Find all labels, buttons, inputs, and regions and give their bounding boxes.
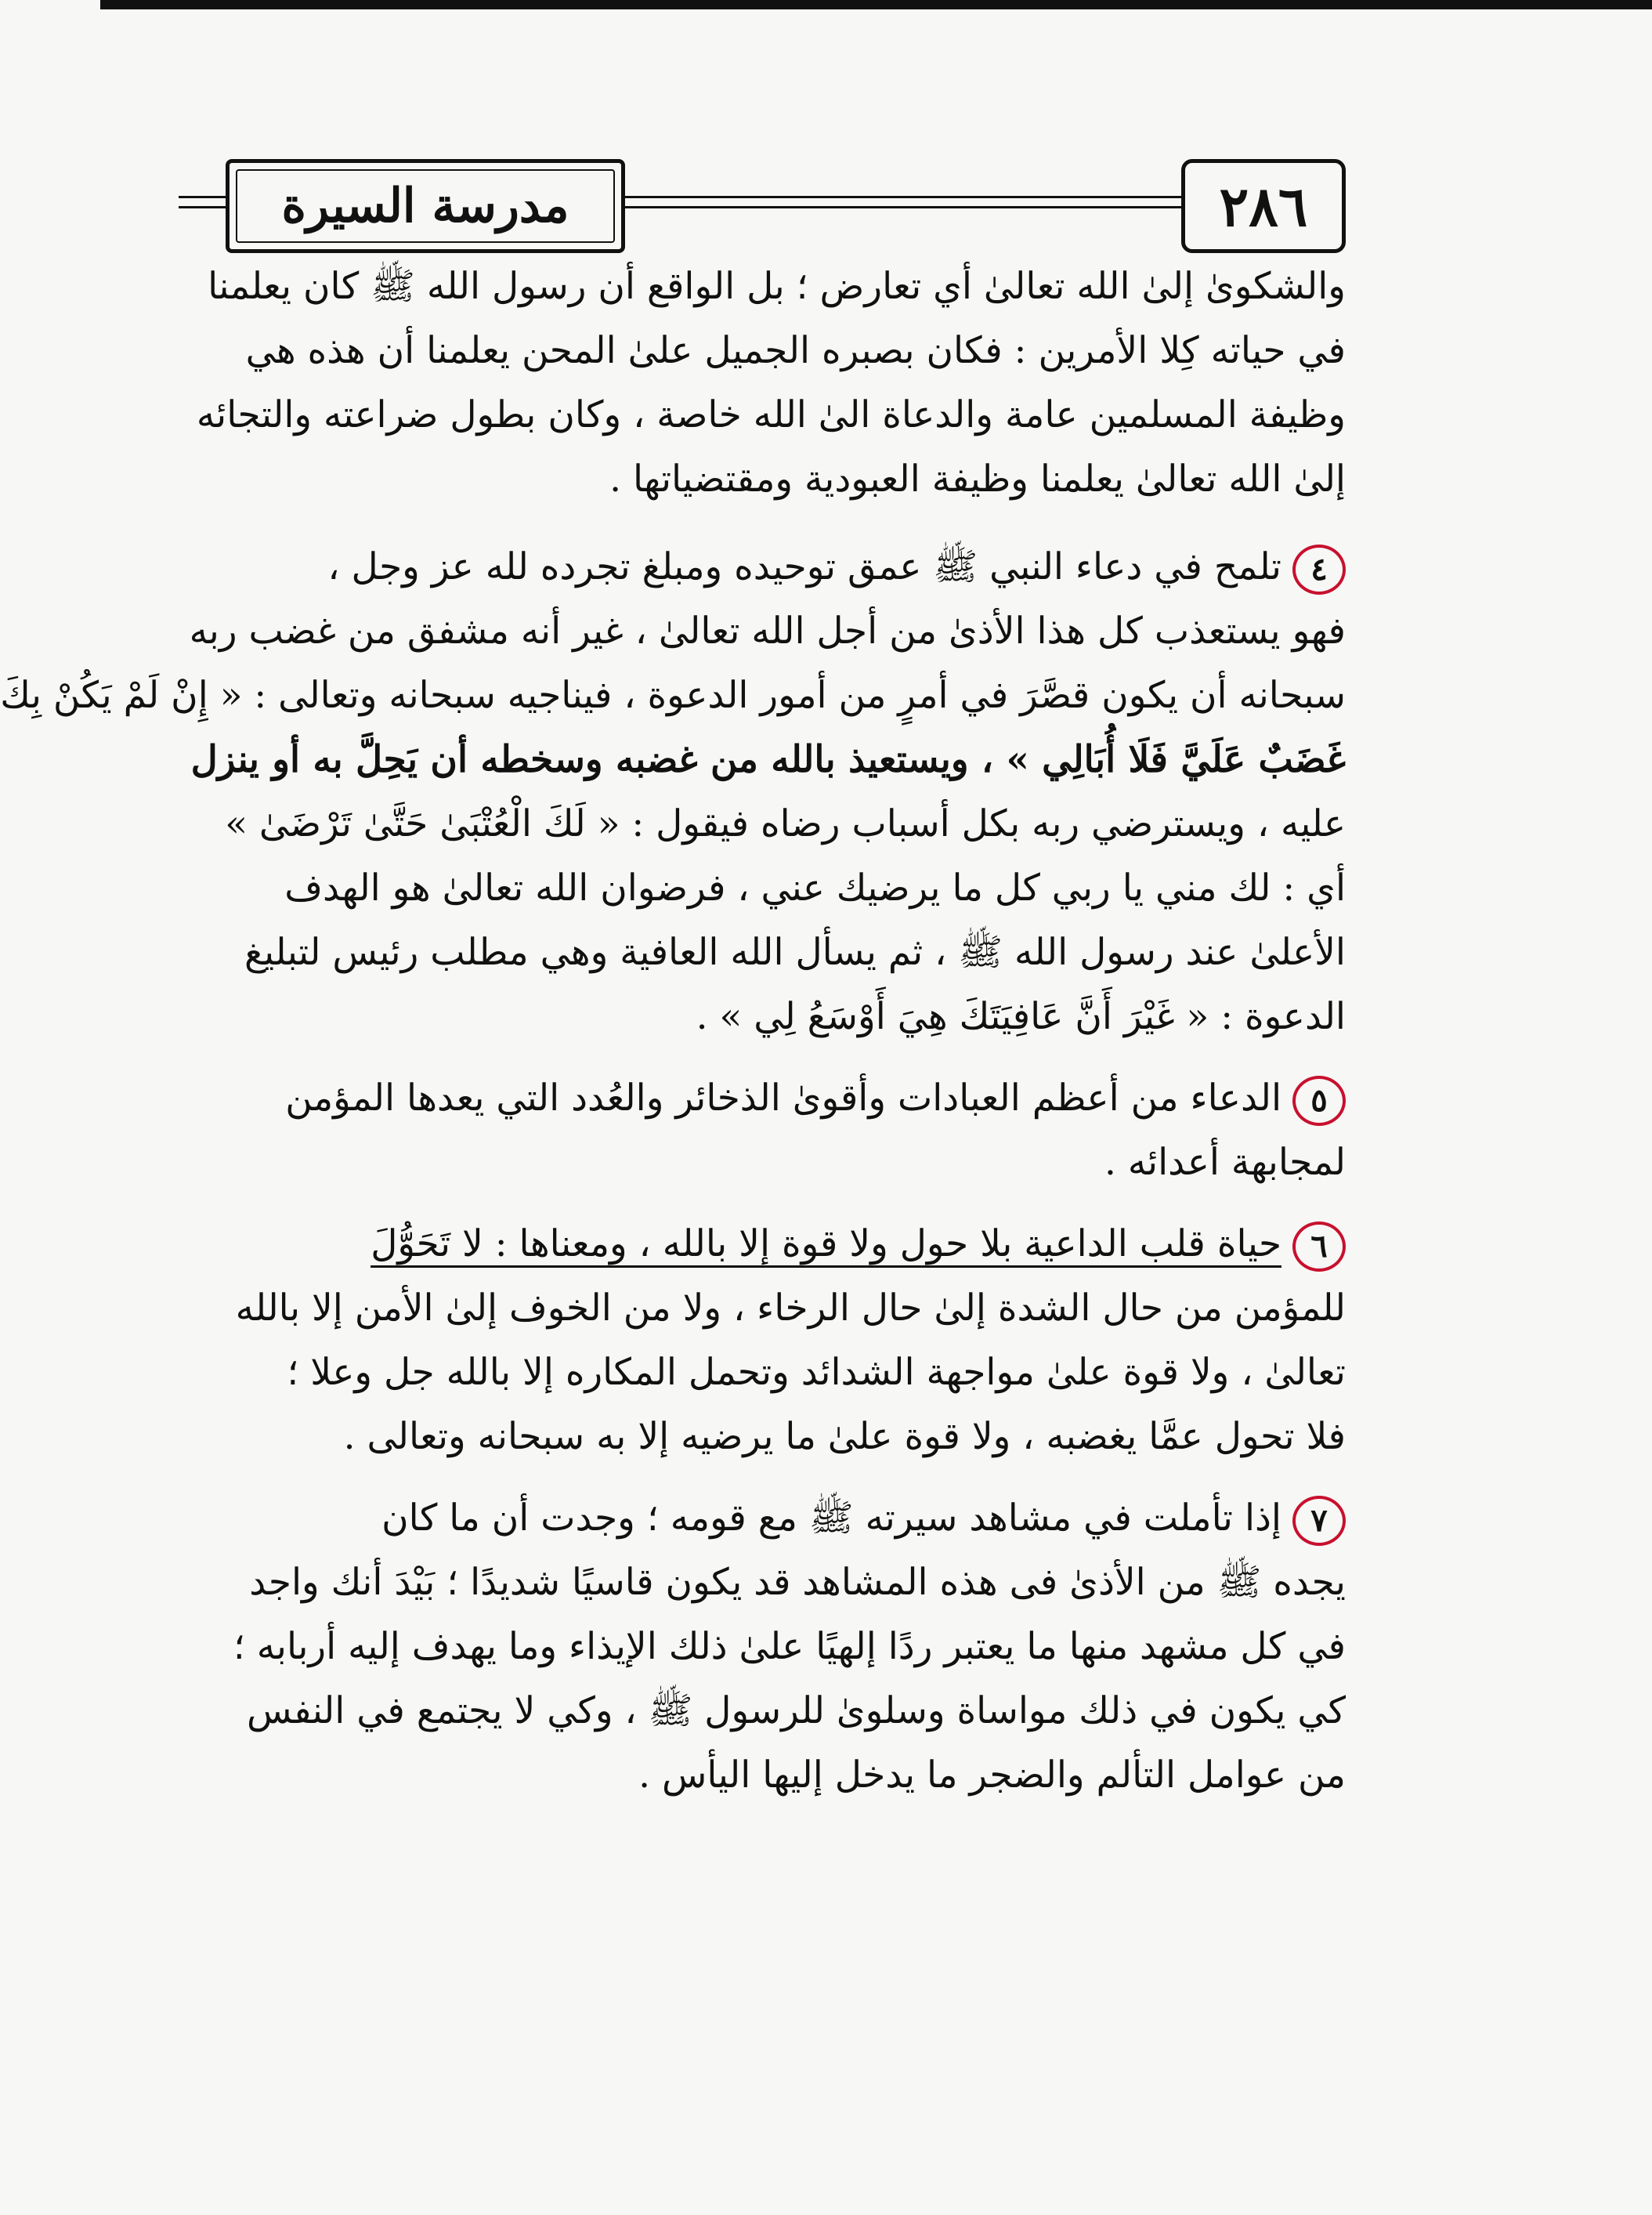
text-line: فلا تحول عمَّا يغضبه ، ولا قوة علىٰ ما يرضيه إلا به سبحانه وتعالى .: [343, 1415, 1346, 1458]
text-line: للمؤمن من حال الشدة إلىٰ حال الرخاء ، ولا من الخوف إلىٰ الأمن إلا بالله: [235, 1287, 1346, 1330]
numbered-point-5: [202, 1066, 1346, 1195]
text-line: في كل مشهد منها ما يعتبر ردًا إلهيًا علىٰ ذلك الإيذاء وما يهدف إليه أربابه ؛: [233, 1625, 1346, 1668]
text-line: الدعوة : « غَيْرَ أَنَّ عَافِيَتَكَ هِيَ أَوْسَعُ لِي » .: [696, 995, 1346, 1038]
text-line: تلمح في دعاء النبي ﷺ عمق توحيده ومبلغ تجرده لله عز وجل ،: [327, 545, 1281, 588]
scan-edge-bar: [100, 0, 1652, 9]
point-number-badge: ٦: [1292, 1222, 1346, 1272]
book-title-plaque: [226, 159, 625, 253]
text-line: غَضَبٌ عَلَيَّ فَلَا أُبَالِي » ، ويستعيذ بالله من غضبه وسخطه أن يَحِلَّ به أو ينزل: [190, 738, 1346, 781]
text-line: أي : لك مني يا ربي كل ما يرضيك عني ، فرضوان الله تعالىٰ هو الهدف: [284, 867, 1346, 910]
point-number-badge: ٥: [1292, 1076, 1346, 1126]
numbered-point-6: [202, 1212, 1346, 1469]
page-body: [0, 255, 1346, 1808]
text-line: كي يكون في ذلك مواساة وسلوىٰ للرسول ﷺ ، وكي لا يجتمع في النفس: [247, 1689, 1346, 1732]
text-line: لمجابهة أعدائه .: [1104, 1141, 1346, 1184]
text-line: سبحانه أن يكون قصَّرَ في أمرٍ من أمور الدعوة ، فيناجيه سبحانه وتعالى : « إِنْ لَمْ يَكُنْ بِكَ: [0, 674, 1346, 717]
text-line: إذا تأملت في مشاهد سيرته ﷺ مع قومه ؛ وجدت أن ما كان: [381, 1497, 1281, 1540]
page-header: [179, 153, 1346, 255]
text-line: يجده ﷺ من الأذىٰ فى هذه المشاهد قد يكون قاسيًا شديدًا ؛ بَيْدَ أنك واجد: [249, 1561, 1346, 1604]
text-line: والشكوىٰ إلىٰ الله تعالىٰ أي تعارض ؛ بل الواقع أن رسول الله ﷺ كان يعلمنا: [208, 265, 1346, 308]
text-line: من عوامل التألم والضجر ما يدخل إليها اليأس .: [638, 1754, 1346, 1797]
intro-paragraph: [196, 255, 1346, 512]
point-number-badge: ٤: [1292, 545, 1346, 595]
point-number-badge: ٧: [1292, 1496, 1346, 1546]
book-title: مدرسة السيرة: [281, 179, 569, 233]
text-line: وظيفة المسلمين عامة والدعاة الىٰ الله خاصة ، وكان بطول ضراعته والتجائه: [196, 393, 1346, 436]
numbered-point-7: [202, 1486, 1346, 1808]
numbered-point-4: [0, 535, 1346, 1049]
text-line: في حياته كِلا الأمرين : فكان بصبره الجميل علىٰ المحن يعلمنا أن هذه هي: [245, 329, 1346, 372]
text-line: الأعلىٰ عند رسول الله ﷺ ، ثم يسأل الله العافية وهي مطلب رئيس لتبليغ: [244, 931, 1346, 974]
text-line: إلىٰ الله تعالىٰ يعلمنا وظيفة العبودية ومقتضياتها .: [609, 458, 1346, 501]
text-line: حياة قلب الداعية بلا حول ولا قوة إلا بالله ، ومعناها : لا تَحَوُّلَ: [371, 1222, 1281, 1268]
page-number: ٢٨٦: [1181, 159, 1346, 253]
text-line: الدعاء من أعظم العبادات وأقوىٰ الذخائر والعُدد التي يعدها المؤمن: [285, 1077, 1281, 1120]
text-line: عليه ، ويسترضي ربه بكل أسباب رضاه فيقول : « لَكَ الْعُتْبَىٰ حَتَّىٰ تَرْضَىٰ »: [225, 802, 1346, 845]
text-line: تعالىٰ ، ولا قوة علىٰ مواجهة الشدائد وتحمل المكاره إلا بالله جل وعلا ؛: [287, 1351, 1346, 1394]
text-line: فهو يستعذب كل هذا الأذىٰ من أجل الله تعالىٰ ، غير أنه مشفق من غضب ربه: [189, 610, 1346, 653]
